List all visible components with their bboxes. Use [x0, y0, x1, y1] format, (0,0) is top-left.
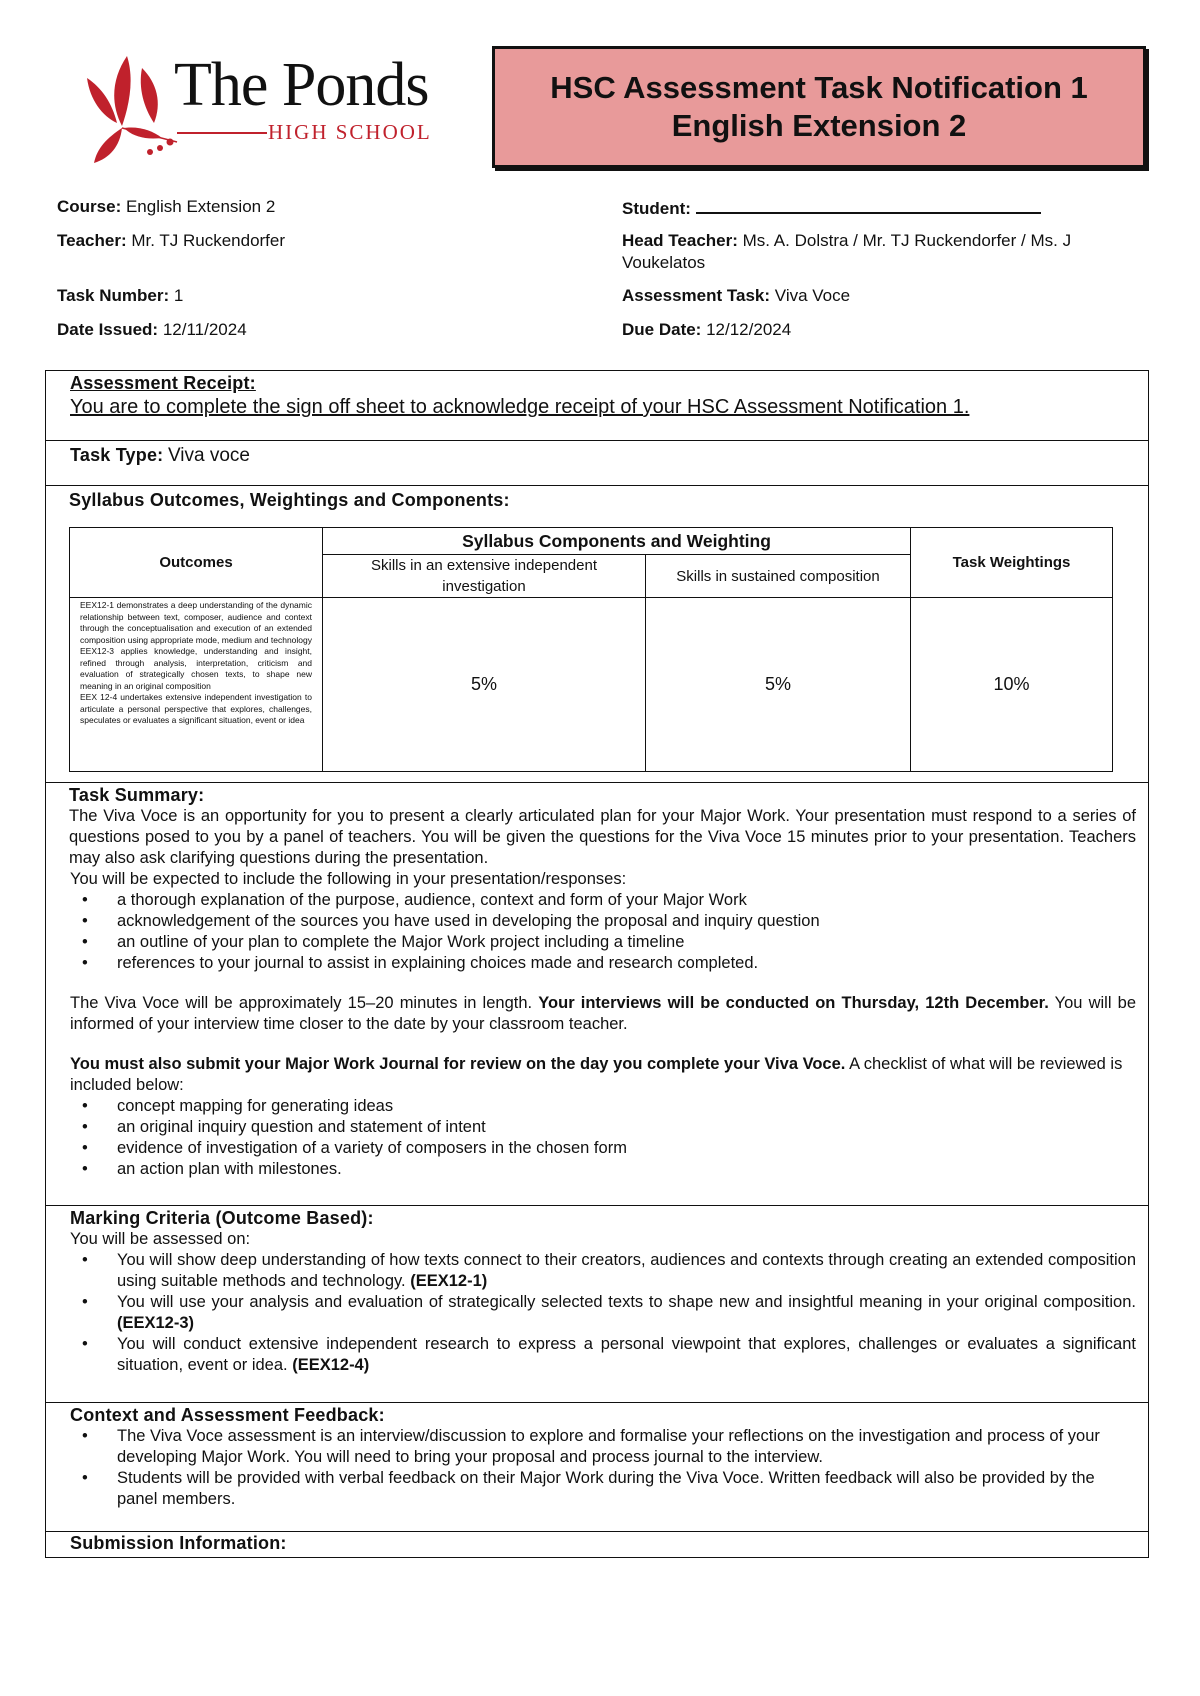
task-summary-section	[46, 782, 1148, 1205]
feedback-heading: Context and Assessment Feedback:	[70, 1405, 385, 1425]
task-number-field: Task Number: 1	[57, 286, 184, 305]
teacher-field: Teacher: Mr. TJ Ruckendorfer	[57, 231, 286, 250]
interview-length-paragraph: The Viva Voce will be approximately 15–20 minutes in length. Your interviews will be conducted on Thursday, 12th December. You will be informed of your interview time closer to the date by your classroom teacher.	[70, 994, 1136, 1033]
component-1-weight: 5%	[323, 598, 646, 772]
receipt-heading: Assessment Receipt:	[70, 373, 256, 393]
journal-paragraph: You must also submit your Major Work Journal for review on the day you complete your Viva Voce. A checklist of what will be reviewed is included below:	[70, 1055, 1123, 1094]
list-item: • an outline of your plan to complete the Major Work project including a timeline	[70, 932, 1136, 953]
summary-intro: The Viva Voce is an opportunity for you to present a clearly articulated plan for your Major Work. Your presentation must respond to a series of questions posed to you by a panel of teachers. You will be given the questions for the Viva Voce 15 minutes prior to your presentation. Teachers may also ask clarifying questions during the presentation.	[69, 807, 1136, 867]
outcome-eex12-3: EEX12-3 applies knowledge, understanding and insight, refined through analysis, interpretation, criticism and evaluation of strategically chosen texts, to shape new meaning in an original composition	[80, 646, 312, 691]
outcome-eex12-4: EEX 12-4 undertakes extensive independent investigation to articulate a personal perspective that explores, challenges, speculates or evaluates a significant situation, event or idea	[80, 692, 312, 725]
list-item: • You will use your analysis and evaluation of strategically selected texts to shape new and insightful meaning in your original composition. (EEX12-3)	[70, 1292, 1136, 1334]
component-2-weight: 5%	[646, 598, 911, 772]
list-item: • a thorough explanation of the purpose, audience, context and form of your Major Work	[70, 890, 1136, 911]
outcomes-cell	[70, 598, 323, 772]
presentation-requirements-list	[70, 890, 1136, 974]
outcomes-table	[69, 527, 1113, 772]
logo-divider	[177, 132, 267, 134]
course-field: Course: English Extension 2	[57, 197, 276, 216]
due-date-value: 12/12/2024	[706, 320, 792, 339]
task-number-value: 1	[173, 286, 184, 305]
title-line-2: English Extension 2	[671, 108, 967, 143]
outcome-code: (EEX12-4)	[292, 1356, 370, 1374]
head-teacher-value: Ms. A. Dolstra / Mr. TJ Ruckendorfer / Ms. J Voukelatos	[622, 231, 1072, 272]
title-line-1: HSC Assessment Task Notification 1	[550, 70, 1088, 105]
due-date-field: Due Date: 12/12/2024	[622, 320, 792, 339]
outcomes-header: Outcomes	[70, 528, 323, 598]
student-field: Student:	[622, 196, 1112, 220]
syllabus-section	[46, 485, 1148, 782]
outcome-code: (EEX12-1)	[410, 1272, 488, 1290]
component-2-header: Skills in sustained composition	[646, 555, 911, 598]
school-logo	[82, 48, 462, 168]
date-issued-value: 12/11/2024	[162, 320, 247, 339]
list-item: • an action plan with milestones.	[70, 1159, 1136, 1180]
feedback-section	[46, 1402, 1148, 1531]
list-item: • Students will be provided with verbal feedback on their Major Work during the Viva Voce. Written feedback will also be provided by the panel members.	[70, 1468, 1136, 1510]
interview-date: Your interviews will be conducted on Thursday, 12th December.	[538, 994, 1049, 1012]
outcome-code: (EEX12-3)	[117, 1314, 195, 1332]
task-type-section: Task Type: Viva voce	[46, 440, 1148, 485]
school-name: The Ponds	[174, 51, 429, 119]
weightings-header: Task Weightings	[911, 528, 1113, 598]
receipt-section	[46, 371, 1148, 440]
course-value: English Extension 2	[125, 197, 276, 216]
list-item: • You will show deep understanding of how texts connect to their creators, audiences and contexts through creating an extended composition using suitable methods and technology. (EEX12-1)	[70, 1250, 1136, 1292]
head-teacher-field: Head Teacher: Ms. A. Dolstra / Mr. TJ Ruckendorfer / Ms. J Voukelatos	[622, 231, 1072, 272]
component-1-header: Skills in an extensive independent investigation	[323, 555, 646, 598]
outcome-eex12-1: EEX12-1 demonstrates a deep understanding of the dynamic relationship between text, composer, audience and context through the conceptualisation and execution of an extended composition using appropriate mode, medium and technology	[80, 600, 312, 645]
task-type-value: Viva voce	[167, 445, 250, 466]
journal-checklist	[70, 1096, 1136, 1180]
feedback-list	[70, 1426, 1136, 1510]
marking-intro: You will be assessed on:	[70, 1230, 251, 1248]
marking-heading: Marking Criteria (Outcome Based):	[70, 1208, 374, 1228]
list-item: • The Viva Voce assessment is an interview/discussion to explore and formalise your reflections on the investigation and process of your developing Major Work. You will need to bring your proposal and process journal to the interview.	[70, 1426, 1136, 1468]
syllabus-heading: Syllabus Outcomes, Weightings and Components:	[69, 490, 510, 510]
summary-heading: Task Summary:	[69, 785, 205, 805]
marking-criteria-list	[70, 1250, 1136, 1376]
list-item: • references to your journal to assist in explaining choices made and research completed.	[70, 953, 1136, 974]
school-subtitle: HIGH SCHOOL	[268, 120, 432, 144]
marking-criteria-section	[46, 1205, 1148, 1402]
submission-heading: Submission Information:	[70, 1533, 287, 1553]
notification-title-box	[492, 46, 1146, 168]
receipt-text: You are to complete the sign off sheet to acknowledge receipt of your HSC Assessment Notification 1.	[70, 396, 970, 418]
date-issued-field: Date Issued: 12/11/2024	[57, 320, 247, 339]
list-item: • You will conduct extensive independent research to express a personal viewpoint that explores, challenges or evaluates a significant situation, event or idea. (EEX12-4)	[70, 1334, 1136, 1376]
list-item: • acknowledgement of the sources you have used in developing the proposal and inquiry question	[70, 911, 1136, 932]
components-header: Syllabus Components and Weighting	[323, 528, 911, 555]
list-item: • an original inquiry question and statement of intent	[70, 1117, 1136, 1138]
eucalyptus-leaves-icon	[82, 48, 182, 168]
submission-section	[46, 1531, 1148, 1557]
list-item: • concept mapping for generating ideas	[70, 1096, 1136, 1117]
summary-expected: You will be expected to include the following in your presentation/responses:	[70, 870, 627, 888]
assessment-details-table	[45, 370, 1149, 1558]
teacher-value: Mr. TJ Ruckendorfer	[131, 231, 286, 250]
assessment-task-value: Viva Voce	[774, 286, 851, 305]
assessment-task-field: Assessment Task: Viva Voce	[622, 286, 851, 305]
list-item: • evidence of investigation of a variety of composers in the chosen form	[70, 1138, 1136, 1159]
student-name-blank[interactable]	[696, 196, 1041, 214]
task-weighting: 10%	[911, 598, 1113, 772]
